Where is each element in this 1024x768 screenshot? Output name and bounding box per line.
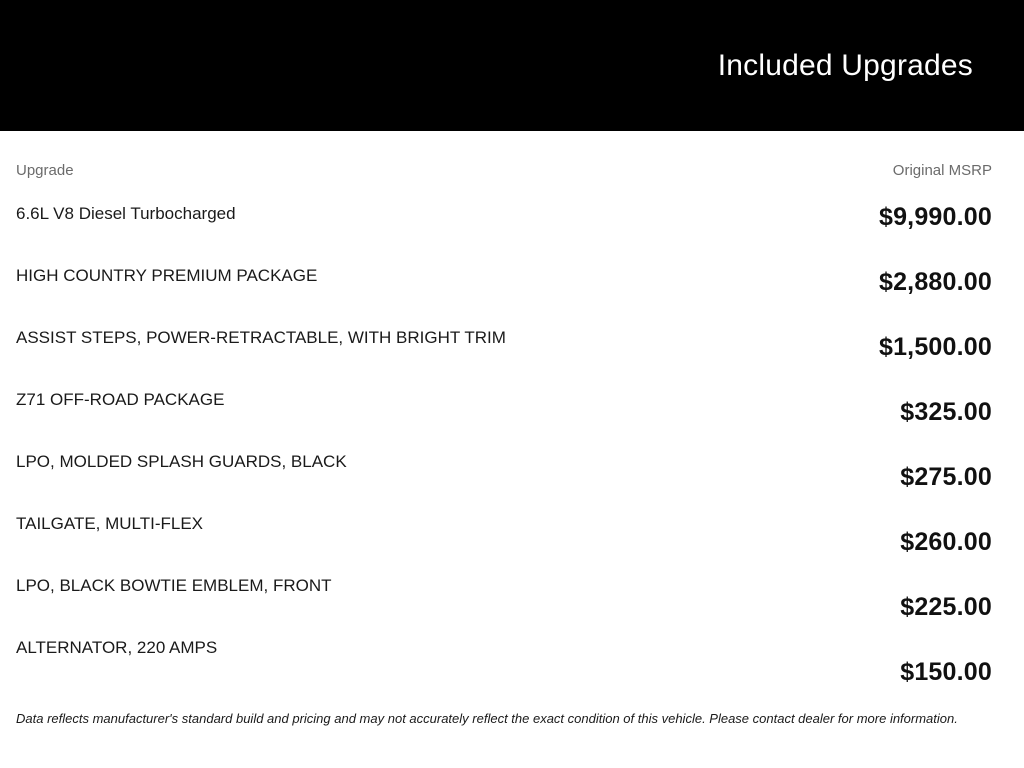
upgrade-name: HIGH COUNTRY PREMIUM PACKAGE xyxy=(16,266,318,285)
upgrade-price: $2,880.00 xyxy=(878,268,992,296)
upgrade-prices-column xyxy=(561,180,992,705)
upgrade-price: $150.00 xyxy=(900,658,992,686)
upgrade-price: $275.00 xyxy=(900,463,992,491)
column-header-msrp: Original MSRP xyxy=(892,162,992,179)
upgrade-name: LPO, MOLDED SPLASH GUARDS, BLACK xyxy=(16,452,347,471)
upgrades-table xyxy=(16,180,992,705)
upgrade-names-column xyxy=(16,180,561,659)
header-bar xyxy=(0,0,1024,131)
column-headers-row xyxy=(16,131,992,180)
upgrades-content xyxy=(0,131,1024,751)
page-title: Included Upgrades xyxy=(717,48,973,82)
upgrade-price: $260.00 xyxy=(900,528,992,556)
disclaimer-text: Data reflects manufacturer's standard build and pricing and may not accurately reflect the exact condition of this vehicle. Please contact dealer for more information. xyxy=(16,711,958,726)
upgrade-name: 6.6L V8 Diesel Turbocharged xyxy=(16,204,236,223)
upgrade-price: $1,500.00 xyxy=(878,333,992,361)
upgrade-price: $325.00 xyxy=(900,398,992,426)
upgrade-name: TAILGATE, MULTI-FLEX xyxy=(16,514,204,533)
column-header-upgrade: Upgrade xyxy=(16,162,74,179)
upgrade-name: Z71 OFF-ROAD PACKAGE xyxy=(16,390,225,409)
upgrade-name: ASSIST STEPS, POWER-RETRACTABLE, WITH BRIGHT TRIM xyxy=(16,328,506,347)
upgrade-price: $225.00 xyxy=(900,593,992,621)
upgrade-name: ALTERNATOR, 220 AMPS xyxy=(16,638,218,657)
upgrade-name: LPO, BLACK BOWTIE EMBLEM, FRONT xyxy=(16,576,332,595)
upgrade-price: $9,990.00 xyxy=(878,203,992,231)
